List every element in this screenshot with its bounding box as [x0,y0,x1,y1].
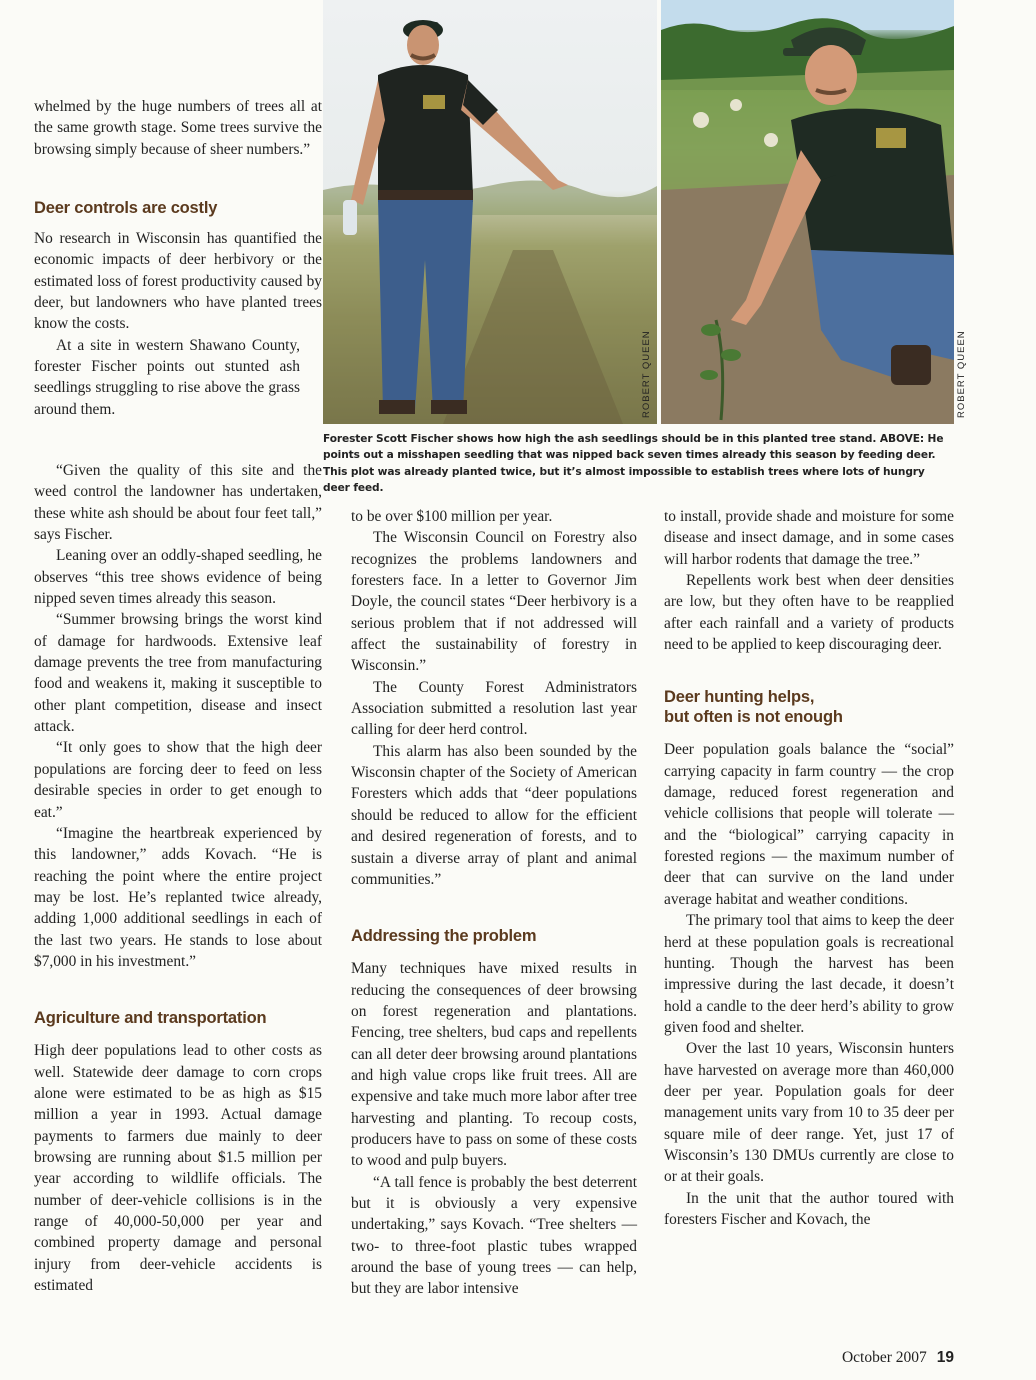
column-3 [664,506,954,1230]
photo-forester-kneeling-illustration [661,0,954,424]
heading-addressing: Addressing the problem [351,927,537,946]
column-1-lower [34,460,322,1296]
paragraph: At a site in western Shawano County, forester Fischer points out stunted ash seedlings struggling to rise above the grass around them. [34,336,300,418]
paragraph: Repellents work best when deer densities are low, but they often have to be reapplied after each rainfall and a variety of products need to be applied to keep discouraging deer. [664,572,954,654]
paragraph: Leaning over an oddly-shaped seedling, he observes “this tree shows evidence of being nipped seven times already this season. [34,547,322,608]
paragraph: This alarm has also been sounded by the Wisconsin chapter of the Society of American Foresters which adds that “deer populations should be reduced to allow for the efficient and desired regeneration of forests, and to sustain a diverse array of plant and animal communities.” [351,742,637,888]
column-2 [351,506,637,1300]
paragraph: The County Forest Administrators Association submitted a resolution last year calling for deer herd control. [351,678,637,739]
paragraph: to install, provide shade and moisture for some disease and insect damage, and in some cases will harbor rodents that damage the tree.” [664,508,954,568]
column-1-upper [34,96,322,420]
paragraph: Over the last 10 years, Wisconsin hunters have harvested on average more than 460,000 deer per year. Population goals for deer management units vary from 10 to 35 deer per square mile of deer range. Yet, just 17 of Wisconsin’s 130 DMUs currently are close to or at their goals. [664,1040,954,1186]
heading-costly: Deer controls are costly [34,199,218,218]
photo-credit-left: ROBERT QUEEN [641,330,652,418]
heading-hunting-line1: Deer hunting helps, [664,688,815,707]
photo-forester-kneeling [661,0,967,424]
paragraph: The primary tool that aims to keep the deer herd at these population goals is recreational hunting. Though the harvest has been impressive during the last decade, it doesn’t hold a candle to the deer herd’s ability to grow given food and shelter. [664,912,954,1036]
paragraph: “Summer browsing brings the worst kind of damage for hardwoods. Extensive leaf damage prevents the tree from manufacturing food and weakens it, making it susceptible to other plant competition, disease and insect attack. [34,611,322,736]
photo-credit-right: ROBERT QUEEN [956,330,967,418]
page-number: 19 [936,1349,954,1366]
paragraph: “Imagine the heartbreak experienced by this landowner,” adds Kovach. “He is reaching the point where the entire project may be lost. He’s replanted twice already, adding 1,000 additional seedlings in each of the last two years. He stands to lose about $7,000 in his investment.” [34,824,322,970]
paragraph: to be over $100 million per year. [351,508,553,525]
heading-hunting-line2: but often is not enough [664,708,843,727]
paragraph: Many techniques have mixed results in reducing the consequences of deer browsing on forest regeneration and plantations. Fencing, tree shelters, bud caps and repellents can all deter deer browsing around plantations and high value crops like fruit trees. All are expensive and take much more labor after tree harvesting and planting. To recoup costs, producers have to pass on some of these costs to wood and pulp buyers. [351,960,637,1170]
page-footer [842,1349,954,1367]
issue-date: October 2007 [841,1349,927,1366]
paragraph: “Given the quality of this site and the weed control the landowner has undertaken, these white ash should be about four feet tall,” says Fischer. [34,462,322,544]
heading-agriculture: Agriculture and transportation [34,1009,267,1028]
photo-forester-standing-illustration [323,0,657,424]
intro-paragraph: whelmed by the huge numbers of trees all at the same growth stage. Some trees survive the browsing simply because of sheer numbers.” [34,98,322,158]
paragraph: No research in Wisconsin has quantified the economic impacts of deer herbivory or the estimated loss of forest productivity caused by deer, but landowners who have planted trees know the costs. [34,230,322,333]
paragraph: “A tall fence is probably the best deterrent but it is obviously a very expensive undertaking,” says Kovach. “Tree shelters — two- to three-foot plastic tubes wrapped around the base of young trees — can help, but they are labor intensive [351,1173,637,1298]
photo-forester-standing [323,0,657,424]
paragraph: High deer populations lead to other costs as well. Statewide deer damage to corn crops alone were estimated to be as high as $15 million a year in 1993. Actual damage payments to farmers due mainly to deer browsing are running about $1.5 million per year according to wildlife officials. The number of deer-vehicle collisions is in the range of 40,000-50,000 per year and combined property damage and personal injury from deer-vehicle accidents is estimated [34,1042,322,1295]
paragraph: Deer population goals balance the “social” carrying capacity in farm country — the crop damage, reduced forest regeneration and vehicle collisions that people will tolerate — and the “biological” carrying capacity in forested regions — the maximum number of deer that can survive on the land under average habitat and weather conditions. [664,741,954,908]
paragraph: The Wisconsin Council on Forestry also recognizes the problems landowners and foresters face. In a letter to Governor Jim Doyle, the council states “Deer herbivory is a serious problem that if not addressed will affect the sustainability of forestry in Wisconsin.” [351,529,637,675]
paragraph: “It only goes to show that the high deer populations are forcing deer to feed on less desirable species in order to get enough to eat.” [34,739,322,821]
paragraph: In the unit that the author toured with foresters Fischer and Kovach, the [664,1189,954,1228]
photo-caption: Forester Scott Fischer shows how high the ash seedlings should be in this planted tree stand. ABOVE: He points out a misshapen seedling that was nipped back seven times already this season by feeding deer. This plot was already planted twice, but it’s almost impossible to establish trees where lots of hungry deer feed. [323,433,944,495]
